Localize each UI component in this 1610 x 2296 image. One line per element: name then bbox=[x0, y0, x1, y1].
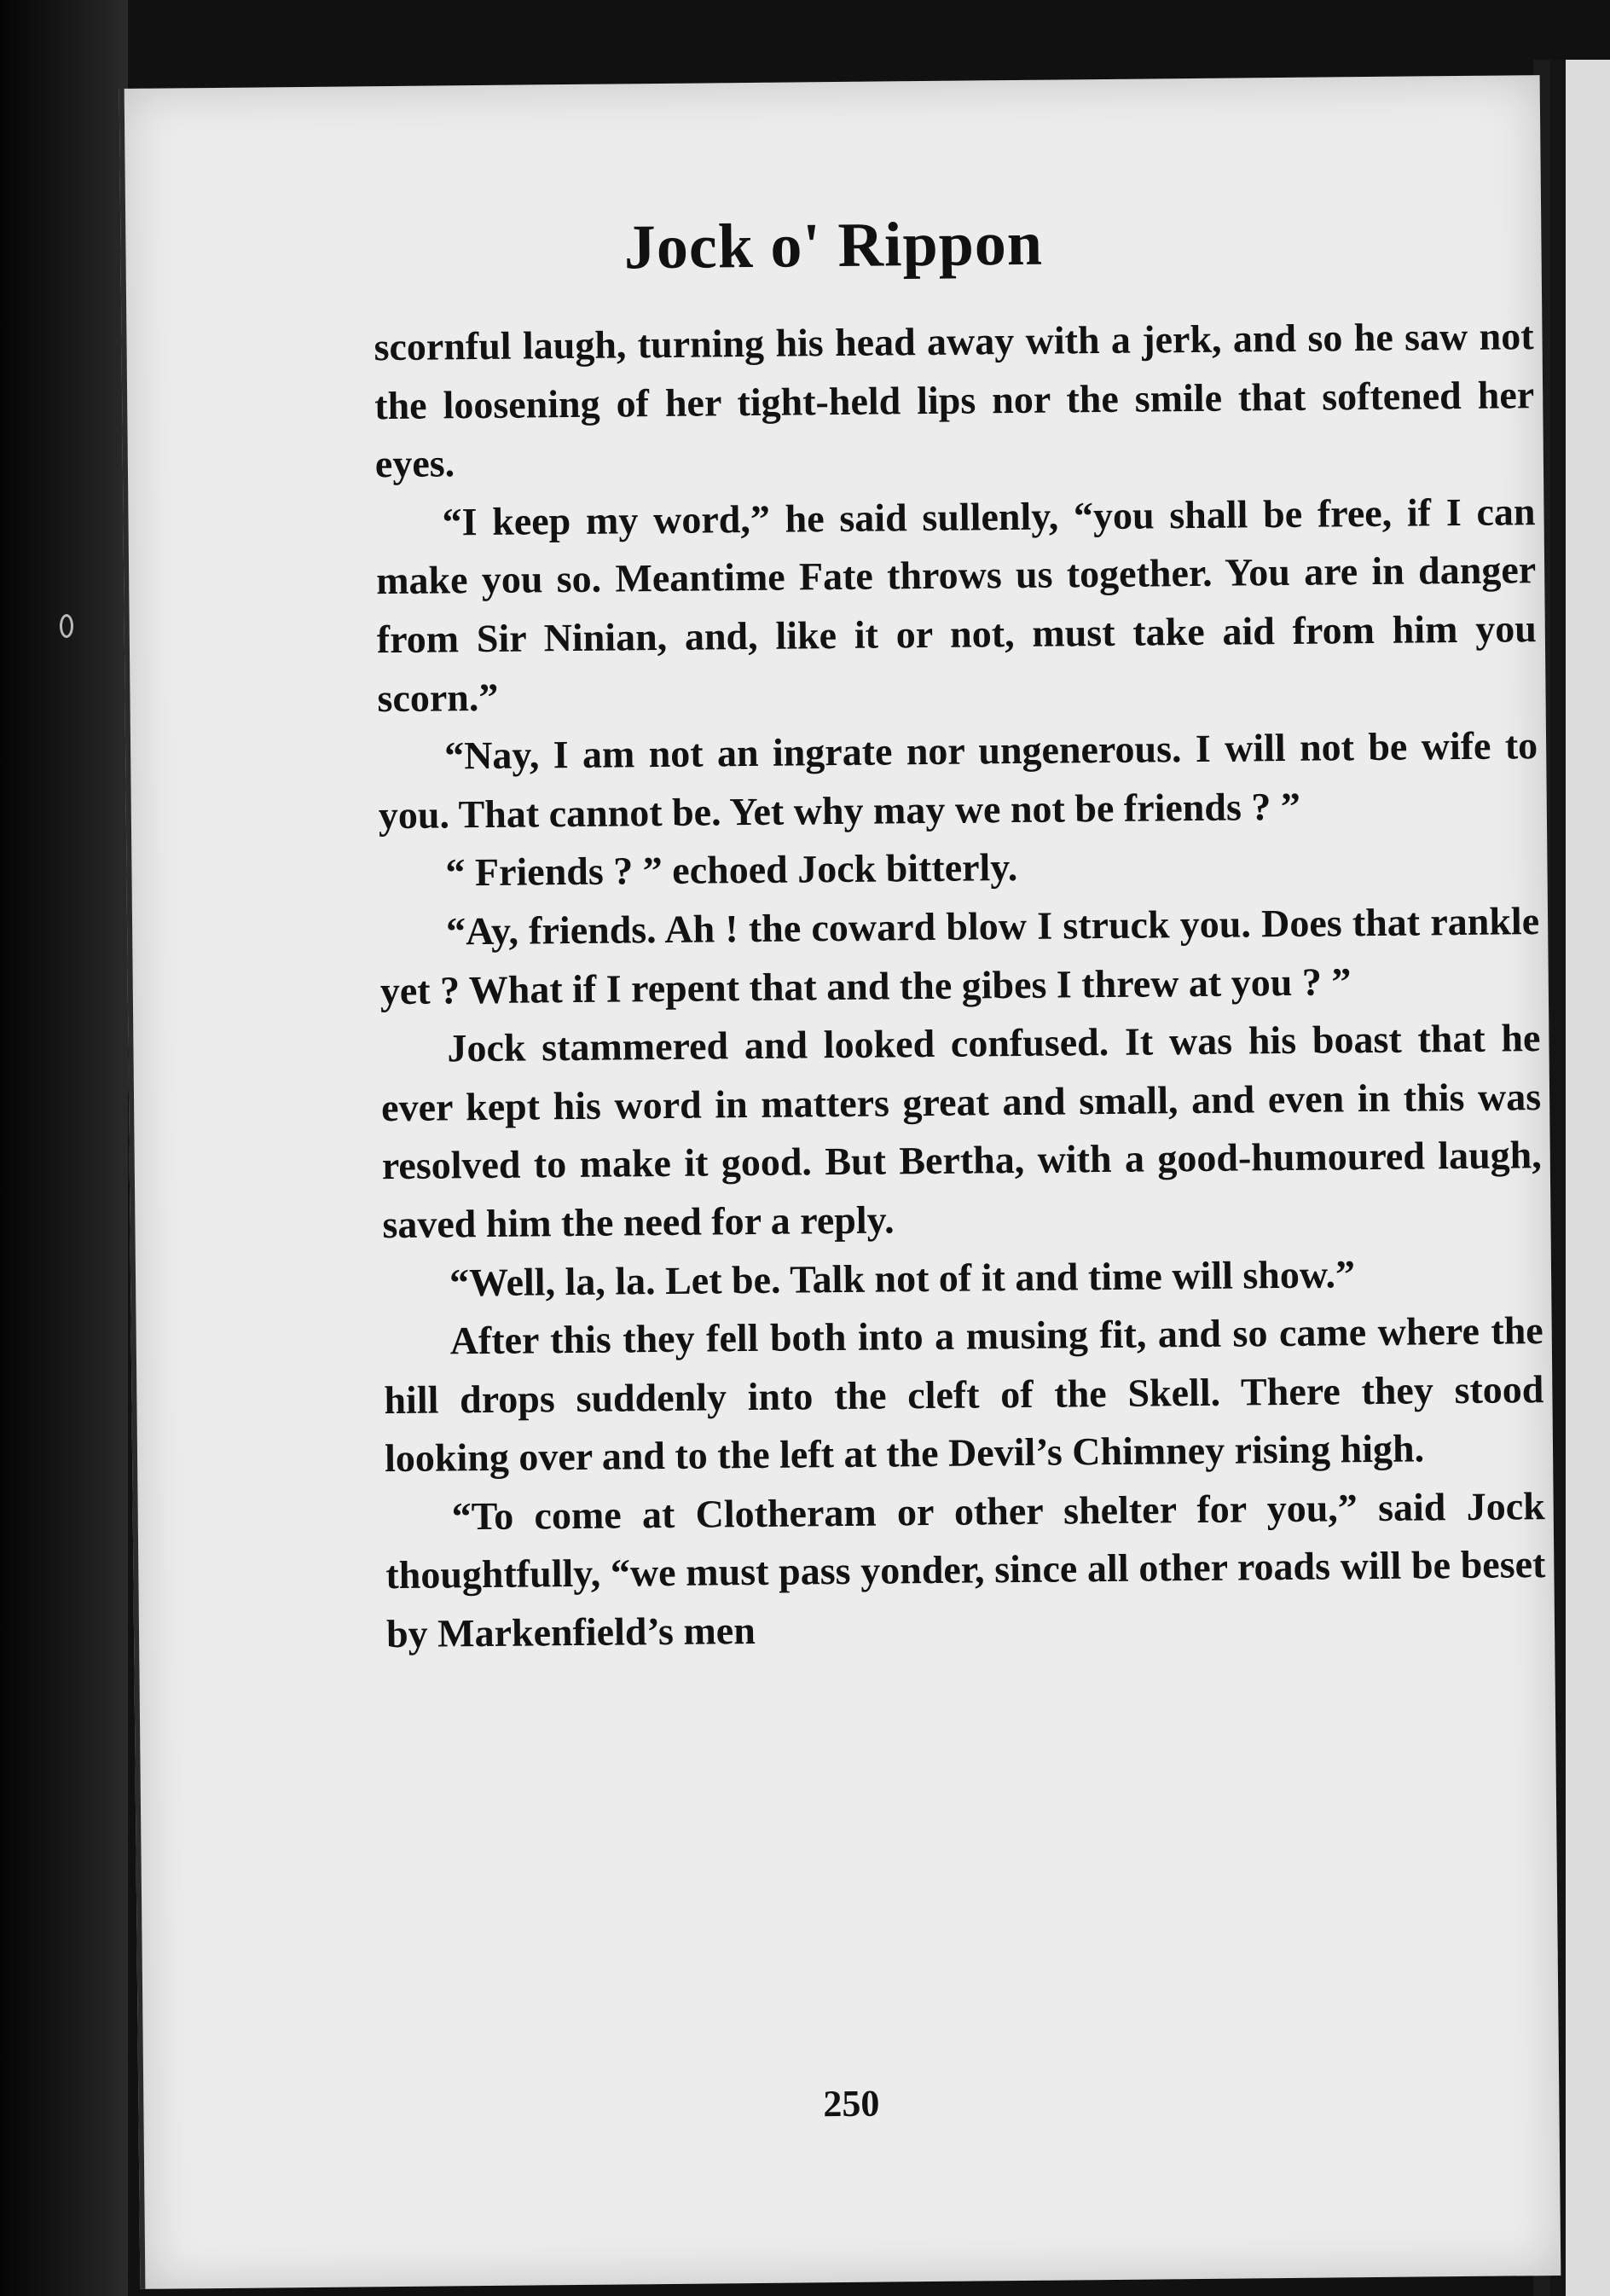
paragraph: “To come at Clotheram or other shelter for you,” said Jock thoughtfully, “we must pass yonder, since all other roads will be beset by Markenfield’s men bbox=[385, 1483, 1546, 1656]
scan-artifact-mark bbox=[60, 614, 73, 638]
paragraph: scornful laugh, turning his head away with a jerk, and so he saw not the loosening of her tight-held lips nor the smile that softened her eyes. bbox=[374, 314, 1535, 486]
paragraph: “ Friends ? ” echoed Jock bitterly. bbox=[445, 845, 1018, 895]
paragraph: Jock stammered and looked confused. It was his boast that he ever kept his word in matters great and small, and even in this was resolved to make it good. But Bertha, with a good-humoured laugh, saved him the need for a reply. bbox=[380, 1016, 1542, 1247]
paragraph: “Ay, friends. Ah ! the coward blow I struck you. Does that rankle yet ? What if I repent that and the gibes I threw at you ? ” bbox=[379, 899, 1540, 1012]
paragraph: “Nay, I am not an ingrate nor ungenerous. I will not be wife to you. That cannot be. Yet why may we not be friends ? ” bbox=[378, 723, 1538, 837]
paragraph: After this they fell both into a musing fit, and so came where the hill drops suddenly into the cleft of the Skell. There they stood looking over and to the left at the Devil’s Chimney rising high. bbox=[384, 1308, 1544, 1481]
facing-page-edge bbox=[1550, 60, 1610, 2296]
page-number: 250 bbox=[823, 2082, 880, 2125]
page-body bbox=[374, 307, 1546, 1664]
running-head: Jock o' Rippon bbox=[623, 208, 1044, 283]
book-page bbox=[119, 75, 1561, 2289]
paragraph: “Well, la, la. Let be. Talk not of it and time will show.” bbox=[449, 1251, 1356, 1304]
paragraph: “I keep my word,” he said sullenly, “you shall be free, if I can make you so. Meantime Fate throws us together. You are in danger from Sir Ninian, and, like it or not, must take aid from him you scorn.” bbox=[375, 489, 1538, 720]
book-spine-shadow bbox=[0, 0, 128, 2296]
